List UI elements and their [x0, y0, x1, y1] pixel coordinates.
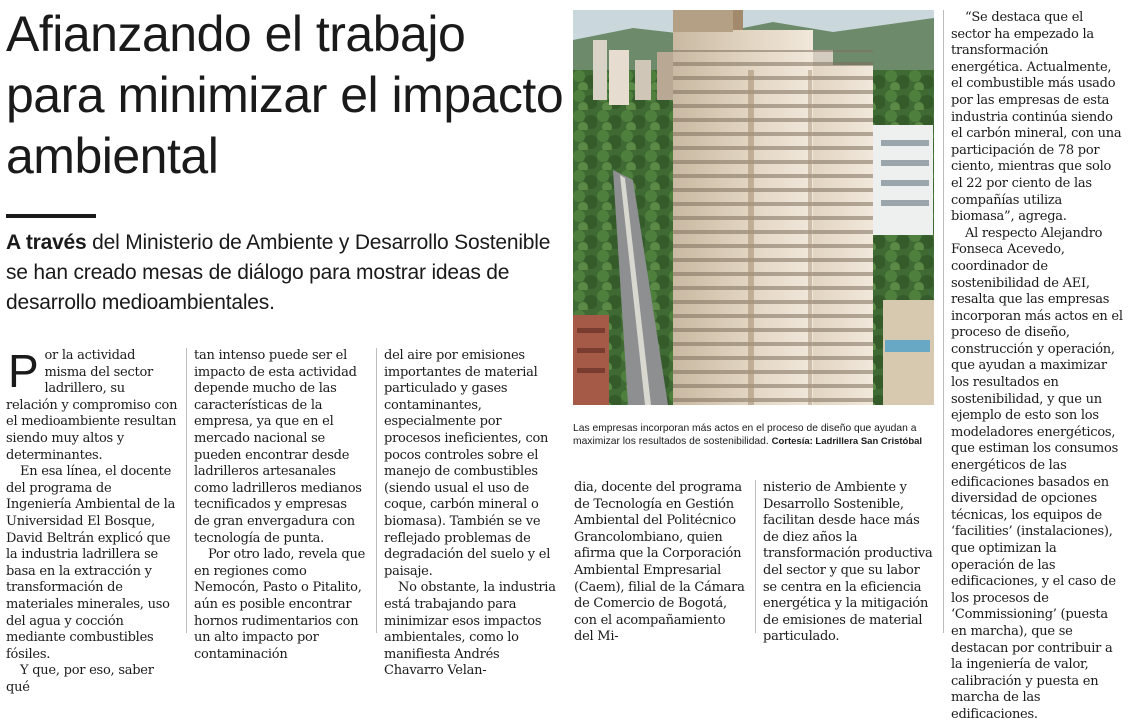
paragraph: nisterio de Ambiente y Desarrollo Sostenible, facilitan desde hace más de diez años la transformación productiva del sector y que su labor se centra en la eficiencia energética y la mitigación de emisiones de material particulado. — [763, 480, 933, 645]
section-rule — [6, 214, 96, 218]
column-divider — [376, 348, 377, 633]
building-photo — [573, 10, 934, 405]
paragraph: “Se destaca que el sector ha empezado la transformación energética. Actualmente, el combustible más usado por las empresas de esta industria continúa siendo el carbón mineral, con una participación de 78 por ciento, mientras que solo el 22 por ciento de las compañías utiliza biomasa”, agrega. — [951, 10, 1122, 225]
paragraph: Al respecto Alejandro Fonseca Acevedo, coordinador de sostenibilidad de AEI, resalta que las empresas incorporan más actos en el proceso de diseño, construcción y operación, que ayudan a maximizar los resultados en sostenibilidad, y que un ejemplo de esto son los modeladores energéticos, que estiman los consumos energéticos de las edificaciones basados en diversidad de opciones técnicas, los equipos de ‘facilities’ (instalaciones), que optimizan la operación de las edificaciones, y el caso de los procesos de ‘Commissioning’ (puesta en marcha), que se destacan por contribuir a la ingeniería de valor, calibración y puesta en marcha de las edificaciones. — [951, 225, 1123, 722]
paragraph: En esa línea, el docente del programa de Ingeniería Ambiental de la Universidad El Bosque, David Beltrán explicó que la industria ladrillera se basa en la extracción y transformación de materiales minerales, uso del agua y cocción mediante combustibles fósiles. — [6, 464, 176, 662]
paragraph-text: or la actividad misma del sector ladrillero, su relación y compromiso con el medioambiente resultan siendo muy altos y determinantes. — [6, 348, 178, 463]
paragraph: No obstante, la industria está trabajando para minimizar esos impactos ambientales, como lo manifiesta Andrés Chavarro Velan- — [384, 580, 556, 679]
building-photo-image — [573, 10, 934, 405]
drop-cap: P — [8, 345, 39, 397]
photo-caption — [573, 423, 934, 448]
paragraph: Y que, por eso, saber qué — [6, 663, 154, 695]
article-column-2 — [194, 348, 366, 663]
lead-paragraph — [6, 228, 561, 318]
lead-text: del Ministerio de Ambiente y Desarrollo Sostenible se han creado mesas de diálogo para mostrar ideas de desarrollo medioambientales. — [6, 231, 551, 314]
column-divider — [943, 10, 944, 633]
caption-text: Las empresas incorporan más actos en el proceso de diseño que ayudan a maximizar los resultados de sostenibilidad. — [573, 423, 917, 447]
article-column-1 — [6, 345, 178, 696]
paragraph: dia, docente del programa de Tecnología en Gestión Ambiental del Politécnico Grancolombiano, quien afirma que la Corporación Ambiental Empresarial (Caem), filial de la Cámara de Comercio de Bogotá, con el acompañamiento del Mi- — [574, 480, 745, 645]
headline: Afianzando el trabajo para minimizar el impacto ambiental — [6, 6, 564, 184]
column-divider — [755, 480, 756, 633]
paragraph: tan intenso puede ser el impacto de esta actividad depende mucho de las características de la empresa, ya que en el mercado nacional se pueden encontrar desde ladrilleros artesanales como ladrilleros medianos tecnificados y empresas de gran envergadura con tecnología de punta. — [194, 348, 362, 546]
photo-credit: Cortesía: Ladrillera San Cristóbal — [771, 435, 923, 447]
lead-bold-intro: A través — [6, 231, 87, 254]
paragraph: del aire por emisiones importantes de material particulado y gases contaminantes, especialmente por procesos ineficientes, con pocos controles sobre el manejo de combustibles (siendo usual el uso de coque, carbón mineral o biomasa). También se ve reflejado problemas de degradación del suelo y el paisaje. — [384, 348, 551, 579]
article-column-4 — [574, 480, 746, 646]
paragraph — [6, 345, 178, 464]
article-column-3 — [384, 348, 556, 680]
column-divider — [186, 348, 187, 633]
article-column-6 — [951, 10, 1123, 724]
article-column-5 — [763, 480, 935, 646]
paragraph: Por otro lado, revela que en regiones como Nemocón, Pasto o Pitalito, aún es posible encontrar hornos rudimentarios con un alto impacto por contaminación — [194, 547, 366, 662]
